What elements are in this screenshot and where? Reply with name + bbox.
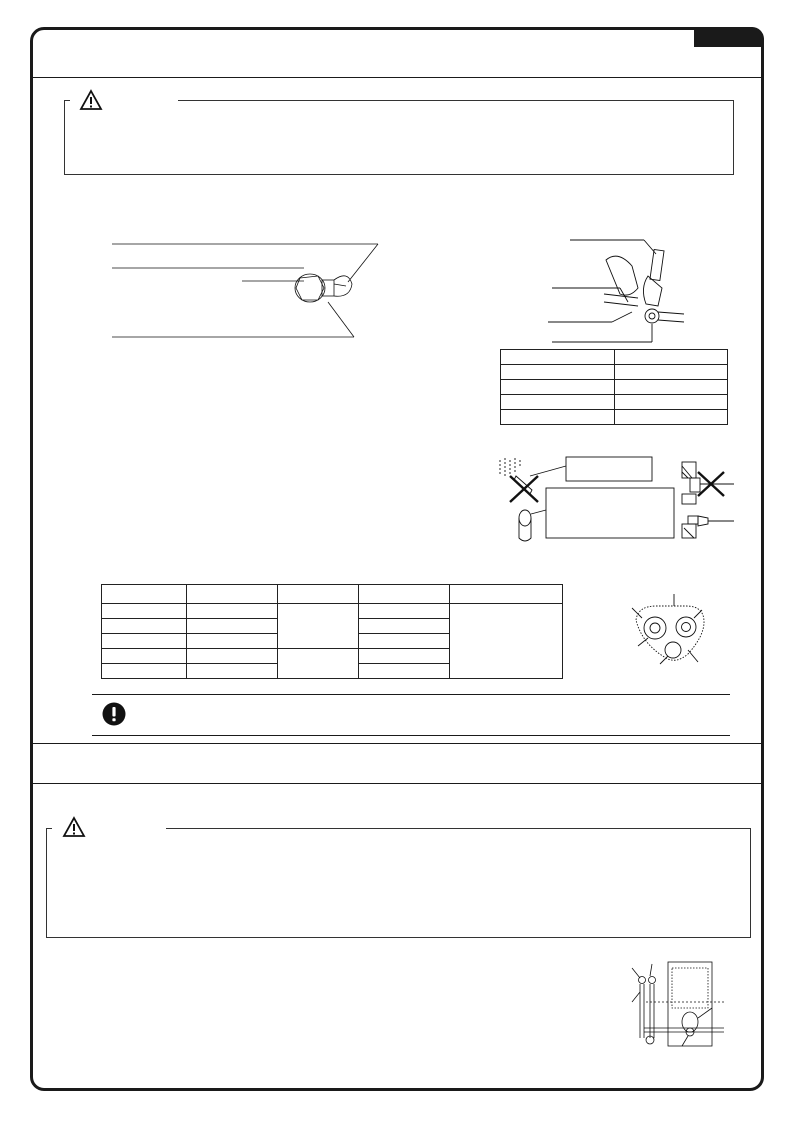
pipe-spec-table (101, 584, 563, 679)
table-header-cell (102, 585, 187, 604)
table-cell (501, 380, 615, 395)
table-cell (359, 664, 450, 679)
page-number-tab (694, 27, 764, 47)
table-cell (501, 395, 615, 410)
table-header-cell (278, 585, 359, 604)
table-cell (187, 604, 278, 619)
table-cell (359, 649, 450, 664)
table-cell (187, 634, 278, 649)
table-cell (615, 365, 728, 380)
header-divider (33, 77, 764, 78)
torque-table (500, 349, 728, 425)
note-top-rule (92, 694, 730, 695)
table-cell (501, 410, 615, 425)
table-cell (187, 649, 278, 664)
table-cell (359, 634, 450, 649)
table-row (501, 380, 728, 395)
table-cell (278, 604, 359, 649)
table-cell (187, 619, 278, 634)
wrench-diagram (548, 236, 688, 346)
table-cell (102, 649, 187, 664)
table-header-row (102, 585, 563, 604)
table-cell (615, 395, 728, 410)
table-header-cell (450, 585, 563, 604)
table-cell (615, 350, 728, 365)
table-cell (615, 410, 728, 425)
warning-triangle-icon (79, 89, 103, 111)
table-cell (102, 619, 187, 634)
warning-box (64, 100, 734, 175)
warning-triangle-icon (62, 816, 86, 838)
table-cell (102, 664, 187, 679)
pipe-protection-diagram (494, 454, 740, 546)
table-cell (450, 604, 563, 679)
table-header-cell (359, 585, 450, 604)
table-cell (102, 604, 187, 619)
note-bottom-rule (92, 735, 730, 736)
table-header-cell (187, 585, 278, 604)
table-cell (359, 619, 450, 634)
section-divider-bottom (33, 783, 764, 784)
gauge-manifold-diagram (628, 958, 728, 1050)
table-cell (501, 365, 615, 380)
table-cell (501, 350, 615, 365)
section-divider-top (33, 743, 764, 744)
table-cell (615, 380, 728, 395)
table-row (501, 410, 728, 425)
table-cell (359, 604, 450, 619)
table-cell (278, 649, 359, 679)
table-cell (102, 634, 187, 649)
flare-nut-diagram (108, 236, 388, 346)
table-row (501, 365, 728, 380)
exclamation-circle-icon (102, 702, 126, 726)
table-cell (187, 664, 278, 679)
warning-box (46, 828, 751, 938)
cross-mark-icon (510, 472, 724, 502)
table-row (501, 395, 728, 410)
table-row (501, 350, 728, 365)
pipe-bundle-diagram (628, 592, 712, 670)
table-row (102, 604, 563, 619)
